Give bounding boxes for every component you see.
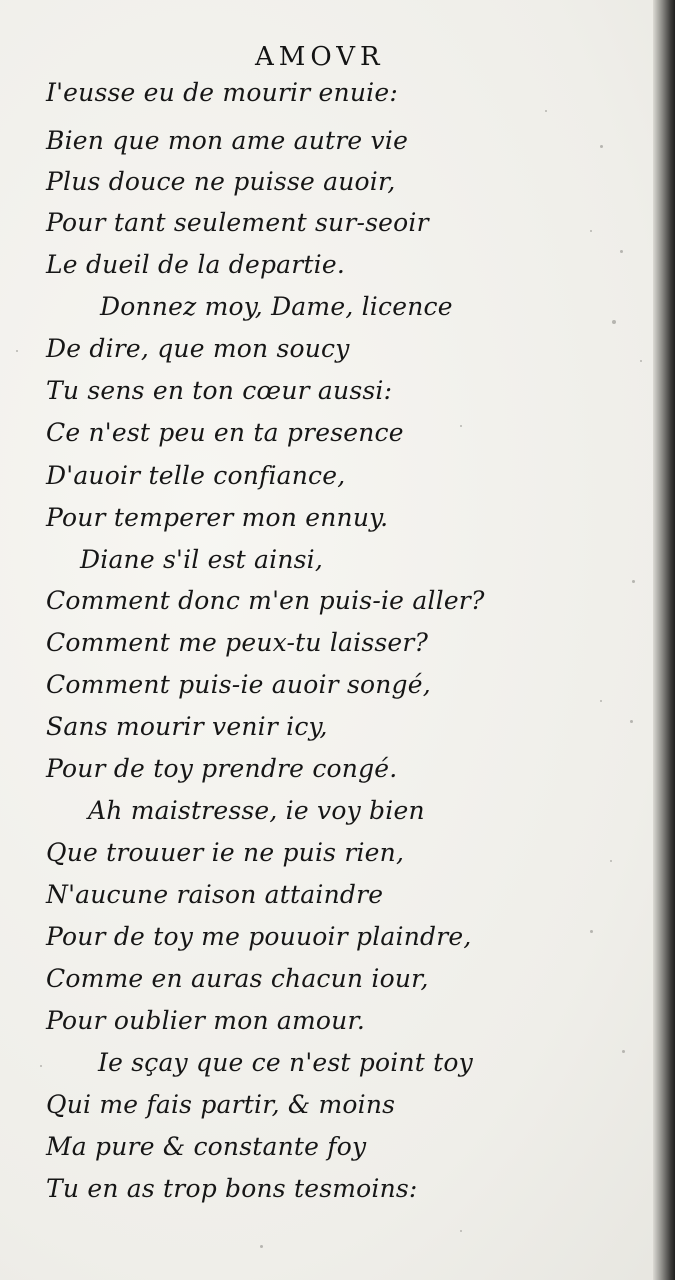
- paper-speck: [610, 860, 612, 862]
- verse-line: Sans mourir venir icy,: [46, 712, 328, 741]
- paper-speck: [590, 930, 593, 933]
- verse-line: Ie sçay que ce n'est point toy: [98, 1048, 473, 1077]
- verse-line: D'auoir telle confiance,: [46, 461, 346, 490]
- paper-speck: [640, 360, 642, 362]
- verse-line: Pour temperer mon ennuy.: [46, 503, 389, 532]
- verse-line: Ah maistresse, ie voy bien: [88, 796, 425, 825]
- verse-line: Le dueil de la departie.: [46, 250, 346, 279]
- paper-speck: [612, 320, 616, 324]
- verse-line: Ce n'est peu en ta presence: [46, 418, 404, 447]
- verse-line: Bien que mon ame autre vie: [46, 126, 409, 155]
- verse-line: Plus douce ne puisse auoir,: [46, 167, 396, 196]
- verse-line: Tu sens en ton cœur aussi:: [46, 376, 393, 405]
- verse-line: Comment puis-ie auoir songé,: [46, 670, 431, 699]
- verse-line: Ma pure & constante foy: [46, 1132, 367, 1161]
- verse-line: De dire, que mon soucy: [46, 334, 350, 363]
- verse-line: Tu en as trop bons tesmoins:: [46, 1174, 418, 1203]
- paper-speck: [632, 580, 635, 583]
- paper-speck: [600, 700, 602, 702]
- verse-line: Pour de toy prendre congé.: [46, 754, 398, 783]
- paper-speck: [460, 425, 462, 427]
- verse-line: Diane s'il est ainsi,: [80, 545, 324, 574]
- paper-speck: [630, 720, 633, 723]
- verse-line: Pour tant seulement sur-seoir: [46, 208, 429, 237]
- verse-line: Qui me fais partir, & moins: [46, 1090, 396, 1119]
- page-gutter-shadow: [653, 0, 675, 1280]
- paper-speck: [622, 1050, 625, 1053]
- paper-speck: [16, 350, 18, 352]
- paper-speck: [260, 1245, 263, 1248]
- paper-speck: [590, 230, 592, 232]
- verse-line: Pour de toy me pouuoir plaindre,: [46, 922, 472, 951]
- paper-speck: [40, 1065, 42, 1067]
- verse-line: Comment donc m'en puis-ie aller?: [46, 586, 485, 615]
- verse-line: I'eusse eu de mourir enuie:: [46, 78, 398, 107]
- paper-speck: [620, 250, 623, 253]
- running-head-text: AMOVR: [255, 42, 385, 72]
- paper-speck: [460, 1230, 462, 1232]
- verse-line: Que trouuer ie ne puis rien,: [46, 838, 405, 867]
- verse-line: Comment me peux-tu laisser?: [46, 628, 429, 657]
- verse-line: N'aucune raison attaindre: [46, 880, 384, 909]
- verse-line: Comme en auras chacun iour,: [46, 964, 429, 993]
- paper-speck: [600, 145, 603, 148]
- running-head: [255, 42, 385, 72]
- verse-line: Pour oublier mon amour.: [46, 1006, 366, 1035]
- paper-speck: [545, 110, 547, 112]
- verse-line: Donnez moy, Dame, licence: [100, 292, 453, 321]
